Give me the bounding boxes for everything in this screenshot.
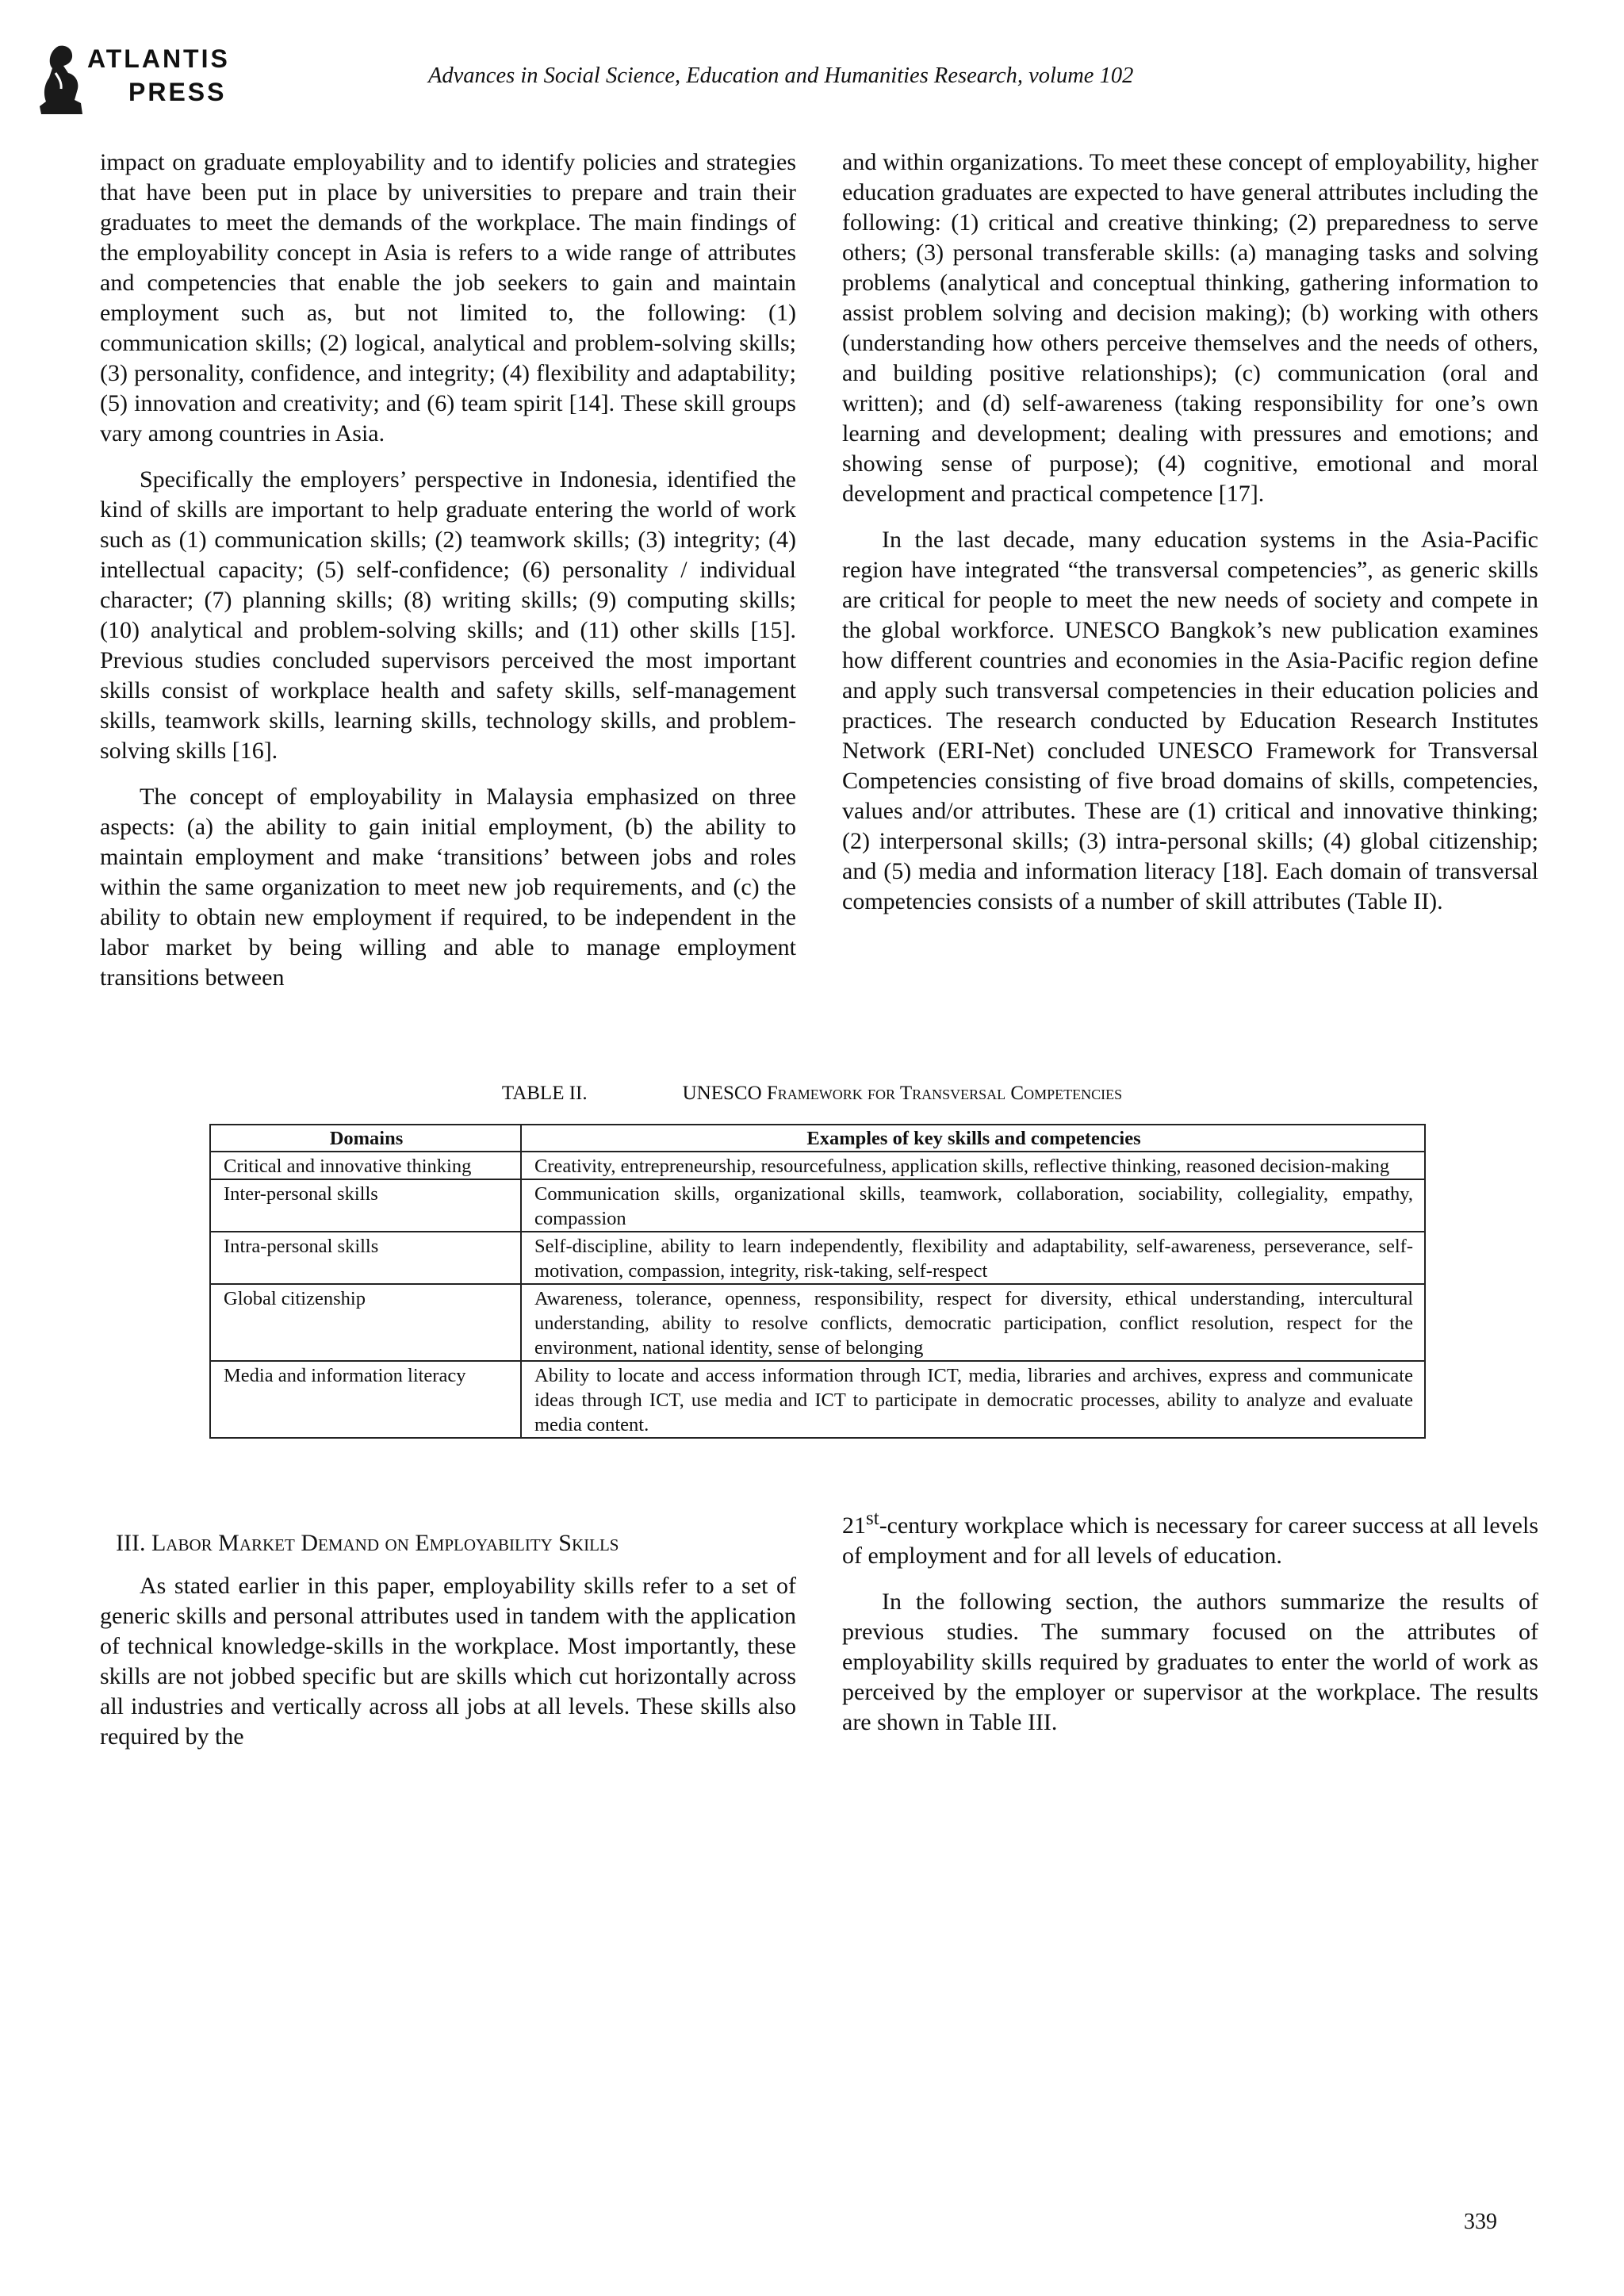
- domain-cell: Media and information literacy: [210, 1361, 521, 1438]
- table-header-row: [210, 1125, 1425, 1152]
- logo-text-atlantis: ATLANTIS: [87, 44, 230, 73]
- table-row: [210, 1232, 1425, 1284]
- paragraph: As stated earlier in this paper, employability skills refer to a set of generic skills and personal attributes used in tandem with the application of technical knowledge-skills in the workplace. Most importantly, these skills are not jobbed specific but are skills which cut horizontally across all industries and vertically across all jobs at all levels. These skills also required by the: [100, 1573, 796, 1750]
- left-column-bottom: [100, 1528, 796, 1768]
- paragraph: impact on graduate employability and to identify policies and strategies that have been put in place by universities to prepare and train their graduates to meet the demands of the workplace. The main findings of the employability concept in Asia is refers to a wide range of attributes and competencies that enable the job seekers to gain and maintain employment such as, but not limited to, the following: (1) communication skills; (2) logical, analytical and problem-solving skills; (3) personality, confidence, and integrity; (4) flexibility and adaptability; (5) innovation and creativity; and (6) team spirit [14]. These skill groups vary among countries in Asia.: [100, 149, 796, 447]
- table-row: [210, 1179, 1425, 1232]
- paragraph: In the last decade, many education systems in the Asia-Pacific region have integrated “the transversal competencies”, as generic skills are critical for people to meet the new needs of society and compete in the global workforce. UNESCO Bangkok’s new publication examines how different countries and economies in the Asia-Pacific region define and apply such transversal competencies in their education policies and practices. The research conducted by Education Research Institutes Network (ERI-Net) concluded UNESCO Framework for Transversal Competencies consisting of five broad domains of skills, competencies, values and/or attributes. These are (1) critical and innovative thinking; (2) interpersonal skills; (3) intra-personal skills; (4) global citizenship; and (5) media and information literacy [18]. Each domain of transversal competencies consists of a number of skill attributes (Table II).: [842, 527, 1538, 914]
- section-number: III.: [116, 1530, 146, 1556]
- right-column-top: [842, 148, 1538, 933]
- paragraph: In the following section, the authors summarize the results of previous studies. The summary focused on the attributes of employability skills required by graduates to enter the world of work as perceived by the employer or supervisor at the workplace. The results are shown in Table III.: [842, 1589, 1538, 1735]
- examples-cell: Communication skills, organizational skills, teamwork, collaboration, sociability, collegiality, empathy, compassion: [521, 1179, 1425, 1232]
- page-header: [0, 0, 1624, 127]
- examples-cell: Awareness, tolerance, openness, responsibility, respect for diversity, ethical understanding, intercultural understanding, ability to resolve conflicts, democratic participation, conflict resolution, respect for the environment, national identity, sense of belonging: [521, 1284, 1425, 1361]
- domain-cell: Global citizenship: [210, 1284, 521, 1361]
- domain-cell: Critical and innovative thinking: [210, 1152, 521, 1179]
- table-row: [210, 1152, 1425, 1179]
- paragraph: Specifically the employers’ perspective in Indonesia, identified the kind of skills are important to help graduate entering the world of work such as (1) communication skills; (2) teamwork skills; (3) integrity; (4) intellectual capacity; (5) self-confidence; (6) personality / individual character; (7) planning skills; (8) writing skills; (9) computing skills; (10) analytical and problem-solving skills; and (11) other skills [15]. Previous studies concluded supervisors perceived the most important skills consist of workplace health and safety skills, self-management skills, teamwork skills, learning skills, technology skills, and problem-solving skills [16].: [100, 466, 796, 764]
- domain-cell: Inter-personal skills: [210, 1179, 521, 1232]
- column-header: Examples of key skills and competencies: [521, 1125, 1425, 1152]
- ordinal-suffix: st: [866, 1508, 879, 1529]
- thinker-icon: [35, 41, 90, 121]
- table-title: UNESCO Framework for Transversal Competencies: [682, 1083, 1123, 1104]
- paragraph: and within organizations. To meet these concept of employability, higher education graduates are expected to have general attributes including the following: (1) critical and creative thinking; (2) preparedness to serve others; (3) personal transferable skills: (a) managing tasks and solving problems (analytical and conceptual thinking, gathering information to assist problem solving and decision making); (b) working with others (understanding how others perceive themselves and the needs of others, and building positive relationships); (c) communication (oral and written); and (d) self-awareness (taking responsibility for one’s own learning and development; dealing with pressures and emotions; and showing sense of purpose); (4) cognitive, emotional and moral development and practical competence [17].: [842, 149, 1538, 507]
- journal-title: Advances in Social Science, Education and Humanities Research, volume 102: [428, 63, 1134, 88]
- publisher-logo: [35, 41, 241, 122]
- examples-cell: Self-discipline, ability to learn independently, flexibility and adaptability, self-awareness, perseverance, self-motivation, compassion, integrity, risk-taking, self-respect: [521, 1232, 1425, 1284]
- section-heading: [100, 1528, 796, 1558]
- table-row: [210, 1361, 1425, 1438]
- examples-cell: Ability to locate and access information through ICT, media, libraries and archives, express and communicate ideas through ICT, use media and ICT to participate in democratic processes, ability to analyze and evaluate media content.: [521, 1361, 1425, 1438]
- examples-cell: Creativity, entrepreneurship, resourcefulness, application skills, reflective thinking, reasoned decision-making: [521, 1152, 1425, 1179]
- ordinal-number: 21: [842, 1512, 866, 1539]
- table-row: [210, 1284, 1425, 1361]
- logo-text-press: PRESS: [128, 78, 227, 106]
- section-title: Labor Market Demand on Employability Skills: [151, 1530, 619, 1556]
- right-column-bottom: [842, 1504, 1538, 1754]
- table-label: TABLE II.: [501, 1083, 588, 1104]
- column-header: Domains: [210, 1125, 521, 1152]
- table-caption: [0, 1081, 1624, 1106]
- paragraph-text: -century workplace which is necessary for career success at all levels of employment and for all levels of education.: [842, 1512, 1538, 1569]
- paragraph: The concept of employability in Malaysia emphasized on three aspects: (a) the ability to gain initial employment, (b) the ability to maintain employment and make ‘transitions’ between jobs and roles within the same organization to meet new job requirements, and (c) the ability to obtain new employment if required, to be independent in the labor market by being willing and able to manage employment transitions between: [100, 784, 796, 991]
- competencies-table: [209, 1124, 1426, 1439]
- page-number: 339: [1464, 2210, 1497, 2234]
- domain-cell: Intra-personal skills: [210, 1232, 521, 1284]
- paragraph: [842, 1504, 1538, 1571]
- left-column-top: [100, 148, 796, 1009]
